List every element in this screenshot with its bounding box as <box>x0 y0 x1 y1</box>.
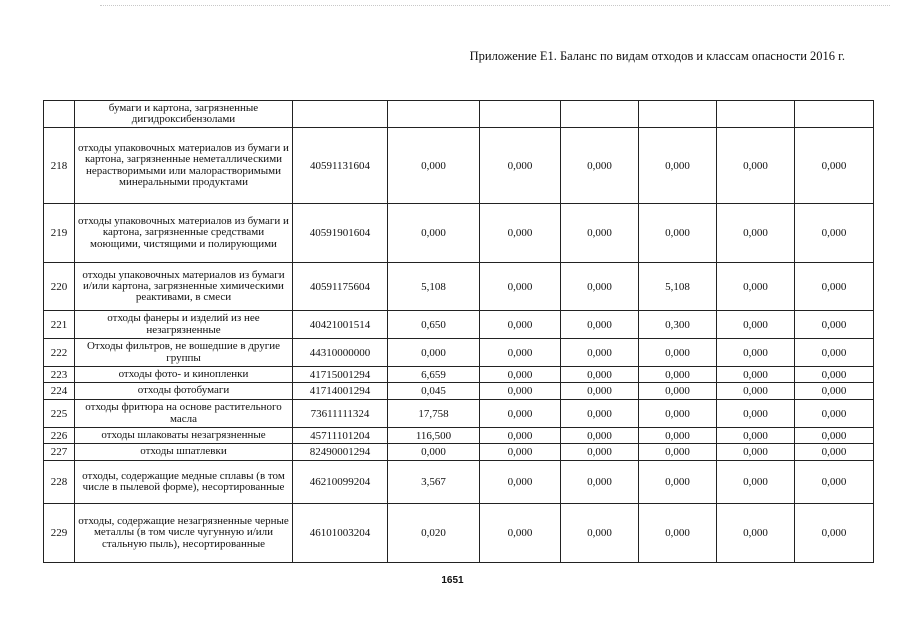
page-title: Приложение Е1. Баланс по видам отходов и классам опасности 2016 г. <box>469 49 845 63</box>
value-col-5: 0,000 <box>717 339 795 367</box>
row-number: 224 <box>44 383 75 400</box>
value-col-1: 0,650 <box>388 311 480 339</box>
value-col-1: 0,020 <box>388 504 480 563</box>
value-col-1: 3,567 <box>388 461 480 504</box>
waste-description: бумаги и картона, загрязненные дигидроксибензолами <box>75 101 293 128</box>
table-body <box>44 101 874 563</box>
value-col-4: 0,000 <box>639 400 717 428</box>
table-row <box>44 461 874 504</box>
fkko-code: 40591175604 <box>293 263 388 311</box>
row-number: 227 <box>44 444 75 461</box>
row-number: 226 <box>44 428 75 444</box>
value-col-5: 0,000 <box>717 263 795 311</box>
waste-description: отходы фритюра на основе растительного масла <box>75 400 293 428</box>
fkko-code: 44310000000 <box>293 339 388 367</box>
scan-artifact-line <box>100 5 890 6</box>
value-col-2: 0,000 <box>480 367 561 383</box>
value-col-6: 0,000 <box>795 400 874 428</box>
fkko-code: 40421001514 <box>293 311 388 339</box>
value-col-5: 0,000 <box>717 367 795 383</box>
value-col-1: 6,659 <box>388 367 480 383</box>
value-col-5 <box>717 101 795 128</box>
row-number: 229 <box>44 504 75 563</box>
value-col-3: 0,000 <box>561 263 639 311</box>
fkko-code: 46101003204 <box>293 504 388 563</box>
value-col-1: 17,758 <box>388 400 480 428</box>
value-col-4: 0,000 <box>639 383 717 400</box>
value-col-2: 0,000 <box>480 128 561 204</box>
fkko-code <box>293 101 388 128</box>
fkko-code: 40591901604 <box>293 204 388 263</box>
value-col-2 <box>480 101 561 128</box>
table-row <box>44 428 874 444</box>
value-col-3: 0,000 <box>561 339 639 367</box>
value-col-5: 0,000 <box>717 504 795 563</box>
value-col-4: 0,000 <box>639 461 717 504</box>
value-col-2: 0,000 <box>480 204 561 263</box>
value-col-6: 0,000 <box>795 263 874 311</box>
table-row <box>44 383 874 400</box>
row-number: 218 <box>44 128 75 204</box>
value-col-3: 0,000 <box>561 367 639 383</box>
table-row <box>44 128 874 204</box>
value-col-3: 0,000 <box>561 461 639 504</box>
value-col-6: 0,000 <box>795 367 874 383</box>
table-row <box>44 263 874 311</box>
value-col-3: 0,000 <box>561 204 639 263</box>
fkko-code: 82490001294 <box>293 444 388 461</box>
row-number: 220 <box>44 263 75 311</box>
value-col-4: 0,000 <box>639 504 717 563</box>
value-col-1: 0,000 <box>388 444 480 461</box>
value-col-3: 0,000 <box>561 383 639 400</box>
value-col-3: 0,000 <box>561 428 639 444</box>
table-row <box>44 339 874 367</box>
row-number: 225 <box>44 400 75 428</box>
value-col-2: 0,000 <box>480 428 561 444</box>
value-col-1: 5,108 <box>388 263 480 311</box>
waste-description: Отходы фильтров, не вошедшие в другие группы <box>75 339 293 367</box>
waste-description: отходы шлаковаты незагрязненные <box>75 428 293 444</box>
waste-description: отходы, содержащие незагрязненные черные металлы (в том числе чугунную и/или стальную пыль), несортированные <box>75 504 293 563</box>
value-col-6: 0,000 <box>795 428 874 444</box>
value-col-3: 0,000 <box>561 128 639 204</box>
value-col-4: 0,000 <box>639 444 717 461</box>
value-col-2: 0,000 <box>480 263 561 311</box>
waste-description: отходы фанеры и изделий из нее незагрязненные <box>75 311 293 339</box>
value-col-5: 0,000 <box>717 128 795 204</box>
value-col-2: 0,000 <box>480 311 561 339</box>
value-col-1: 0,000 <box>388 204 480 263</box>
row-number: 228 <box>44 461 75 504</box>
value-col-2: 0,000 <box>480 444 561 461</box>
value-col-2: 0,000 <box>480 383 561 400</box>
table-row <box>44 444 874 461</box>
value-col-4: 0,000 <box>639 428 717 444</box>
value-col-4: 0,300 <box>639 311 717 339</box>
value-col-4: 0,000 <box>639 339 717 367</box>
waste-balance-table <box>43 100 874 563</box>
waste-description: отходы упаковочных материалов из бумаги и картона, загрязненные средствами моющими, чистящими и полирующими <box>75 204 293 263</box>
value-col-4: 5,108 <box>639 263 717 311</box>
value-col-5: 0,000 <box>717 428 795 444</box>
value-col-5: 0,000 <box>717 444 795 461</box>
value-col-1 <box>388 101 480 128</box>
value-col-2: 0,000 <box>480 461 561 504</box>
value-col-3: 0,000 <box>561 400 639 428</box>
value-col-5: 0,000 <box>717 400 795 428</box>
value-col-3 <box>561 101 639 128</box>
row-number: 221 <box>44 311 75 339</box>
table-row <box>44 101 874 128</box>
value-col-6: 0,000 <box>795 504 874 563</box>
value-col-5: 0,000 <box>717 383 795 400</box>
value-col-6: 0,000 <box>795 128 874 204</box>
table-row <box>44 367 874 383</box>
value-col-3: 0,000 <box>561 504 639 563</box>
table-row <box>44 204 874 263</box>
value-col-1: 0,000 <box>388 339 480 367</box>
value-col-6: 0,000 <box>795 461 874 504</box>
value-col-3: 0,000 <box>561 444 639 461</box>
value-col-3: 0,000 <box>561 311 639 339</box>
value-col-1: 0,000 <box>388 128 480 204</box>
value-col-6 <box>795 101 874 128</box>
fkko-code: 46210099204 <box>293 461 388 504</box>
row-number <box>44 101 75 128</box>
waste-description: отходы, содержащие медные сплавы (в том числе в пылевой форме), несортированные <box>75 461 293 504</box>
fkko-code: 45711101204 <box>293 428 388 444</box>
value-col-6: 0,000 <box>795 339 874 367</box>
row-number: 223 <box>44 367 75 383</box>
waste-description: отходы шпатлевки <box>75 444 293 461</box>
value-col-6: 0,000 <box>795 383 874 400</box>
fkko-code: 41714001294 <box>293 383 388 400</box>
value-col-4: 0,000 <box>639 367 717 383</box>
value-col-1: 0,045 <box>388 383 480 400</box>
waste-description: отходы фото- и кинопленки <box>75 367 293 383</box>
value-col-5: 0,000 <box>717 461 795 504</box>
page-number: 1651 <box>441 575 464 586</box>
table-row <box>44 311 874 339</box>
value-col-1: 116,500 <box>388 428 480 444</box>
value-col-4: 0,000 <box>639 128 717 204</box>
table-row <box>44 400 874 428</box>
value-col-4: 0,000 <box>639 204 717 263</box>
waste-description: отходы упаковочных материалов из бумаги и картона, загрязненные неметаллическими нерастворимыми или малорастворимыми минеральными продуктами <box>75 128 293 204</box>
value-col-5: 0,000 <box>717 204 795 263</box>
fkko-code: 73611111324 <box>293 400 388 428</box>
value-col-4 <box>639 101 717 128</box>
waste-description: отходы фотобумаги <box>75 383 293 400</box>
fkko-code: 41715001294 <box>293 367 388 383</box>
value-col-2: 0,000 <box>480 339 561 367</box>
value-col-6: 0,000 <box>795 204 874 263</box>
value-col-2: 0,000 <box>480 400 561 428</box>
value-col-2: 0,000 <box>480 504 561 563</box>
table-row <box>44 504 874 563</box>
value-col-6: 0,000 <box>795 444 874 461</box>
waste-description: отходы упаковочных материалов из бумаги и/или картона, загрязненные химическими реактивами, в смеси <box>75 263 293 311</box>
row-number: 219 <box>44 204 75 263</box>
fkko-code: 40591131604 <box>293 128 388 204</box>
value-col-6: 0,000 <box>795 311 874 339</box>
value-col-5: 0,000 <box>717 311 795 339</box>
row-number: 222 <box>44 339 75 367</box>
